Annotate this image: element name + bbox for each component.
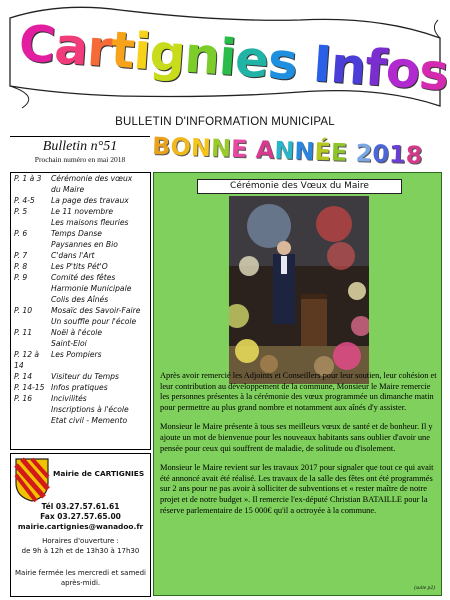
masthead-letter: f bbox=[363, 38, 389, 98]
masthead-letter: g bbox=[147, 23, 187, 84]
toc-page-number: P. 7 bbox=[14, 251, 28, 260]
masthead-letter: a bbox=[52, 16, 90, 77]
toc-topics bbox=[51, 206, 150, 228]
town-hall-name: Mairie de CARTIGNIES bbox=[53, 469, 145, 478]
greeting-letter: N bbox=[210, 134, 232, 163]
toc-topics bbox=[51, 371, 150, 382]
coat-of-arms-icon bbox=[14, 457, 50, 503]
toc-entry bbox=[11, 173, 150, 195]
toc-topics bbox=[51, 173, 150, 195]
newsletter-subtitle: BULLETIN D'INFORMATION MUNICIPAL bbox=[115, 116, 335, 128]
town-hall-phone: Tél 03.27.57.61.61 bbox=[41, 502, 120, 511]
masthead-letter: C bbox=[17, 14, 57, 75]
masthead-letter: I bbox=[311, 34, 333, 94]
toc-page-number: P. 16 bbox=[14, 394, 33, 403]
toc-topic: Le 11 novembre bbox=[51, 207, 114, 216]
masthead-letter: e bbox=[233, 29, 271, 90]
masthead-letter: o bbox=[384, 39, 422, 100]
town-hall-contact bbox=[10, 453, 151, 597]
toc-entry bbox=[11, 371, 150, 382]
greeting-letter: A bbox=[255, 135, 275, 165]
toc-entry bbox=[11, 349, 150, 371]
greeting-letter: 1 bbox=[388, 140, 407, 169]
town-hall-email: mairie.cartignies@wanadoo.fr bbox=[17, 522, 144, 531]
greeting-letter: O bbox=[170, 132, 192, 162]
opening-hours: de 9h à 12h et de 13h30 à 17h30 bbox=[21, 547, 140, 555]
toc-page-number: P. 4-5 bbox=[14, 196, 35, 205]
continued-note: (suite p2) bbox=[414, 585, 435, 591]
toc-topic: C'dans l'Art bbox=[51, 251, 95, 260]
toc-topic: Les maisons fleuries bbox=[51, 218, 129, 227]
toc-topic: Temps Danse bbox=[51, 229, 102, 238]
toc-topic: Les Pompiers bbox=[51, 350, 102, 359]
town-hall-fax: Fax 03.27.57.65.00 bbox=[40, 512, 121, 521]
greeting-letter: 8 bbox=[405, 140, 423, 170]
toc-topic: Inscriptions à l'école bbox=[51, 405, 129, 414]
toc-page-number: P. 9 bbox=[14, 273, 28, 282]
masthead-letter: n bbox=[182, 25, 222, 86]
bulletin-number: Bulletin n°51 bbox=[42, 139, 118, 154]
bulletin-info bbox=[10, 136, 150, 166]
toc-topic: Un souffle pour l'école bbox=[51, 317, 137, 326]
masthead-letter: n bbox=[328, 35, 368, 97]
toc-entry bbox=[11, 272, 150, 305]
article-paragraph: Monsieur le Maire revient sur les travaux 2017 pour signaler que tout ce qui avait été annoncé avait été réalisé. Les travaux de la salle des fêtes ont été programmés sur 2 ans pour ne pas avoir à solliciter de subventions et « rester maître de notre projet et de notre budget ». Il remercie l'ex-député Christian BATAILLE pour la réserve parlementaire de 15 000€ qu'il a octroyée à la commune. bbox=[160, 463, 434, 515]
toc-page-number: P. 5 bbox=[14, 207, 28, 216]
masthead-banner bbox=[0, 0, 450, 125]
toc-entry bbox=[11, 327, 150, 349]
toc-topics bbox=[51, 195, 150, 206]
toc-page-number: P. 10 bbox=[14, 306, 33, 315]
toc-topic: Comité des fêtes bbox=[51, 273, 116, 282]
toc-page-number: P. 8 bbox=[14, 262, 28, 271]
article-paragraph: Après avoir remercié les Adjoints et Conseillers pour leur soutien, leur cohésion et leur contribution au développement de la commune, Monsieur le Maire remercie les personnes présentes à la cérémonie des vœux programmée un dimanche matin pour permettre au plus grand nombre et notamment aux aînés d'y assister. bbox=[160, 371, 437, 412]
masthead-letter: r bbox=[85, 18, 114, 79]
toc-topic: Infos pratiques bbox=[51, 383, 108, 392]
mayor-speech-photo bbox=[229, 196, 369, 384]
toc-topic: du Maire bbox=[51, 185, 85, 194]
toc-page-number: P. 11 bbox=[14, 328, 33, 337]
greeting-letter: N bbox=[190, 133, 212, 163]
greeting-letter: E bbox=[230, 134, 248, 164]
article-body bbox=[160, 371, 440, 525]
toc-topic: Noël à l'école bbox=[51, 328, 103, 337]
toc-topics bbox=[51, 261, 150, 272]
toc-entry bbox=[11, 382, 150, 393]
greeting-letter: N bbox=[293, 136, 316, 166]
toc-topics bbox=[51, 327, 150, 349]
closure-note: Mairie fermée les mercredi et samedi bbox=[14, 569, 146, 577]
toc-entry bbox=[11, 305, 150, 327]
photo-illustration bbox=[229, 196, 369, 384]
greeting-letter: N bbox=[273, 136, 295, 165]
masthead-letter: s bbox=[266, 31, 299, 92]
toc-entry bbox=[11, 250, 150, 261]
toc-topics bbox=[51, 393, 150, 426]
opening-hours-label: Horaires d'ouverture : bbox=[42, 537, 119, 545]
article-box bbox=[153, 172, 442, 596]
toc-page-number: P. 6 bbox=[14, 229, 28, 238]
masthead-letter: i bbox=[217, 28, 238, 88]
toc-page-number: P. 14-15 bbox=[14, 383, 45, 392]
toc-entry bbox=[11, 228, 150, 250]
next-issue-note: Prochain numéro en mai 2018 bbox=[34, 155, 126, 164]
toc-topic: Les P'tits Pét'O bbox=[51, 262, 108, 271]
toc-topic: Visiteur du Temps bbox=[51, 372, 119, 381]
greeting-letter: E bbox=[330, 138, 348, 167]
toc-topic: Paysannes en Bio bbox=[51, 240, 118, 249]
greeting-letter: 0 bbox=[371, 139, 390, 169]
toc-topic: Etat civil - Memento bbox=[51, 416, 128, 425]
closure-note-cont: après-midi. bbox=[60, 579, 101, 587]
greeting-letter: É bbox=[314, 137, 332, 167]
toc-topics bbox=[51, 305, 150, 327]
masthead-letter: t bbox=[108, 20, 136, 80]
greeting-letter: B bbox=[151, 132, 171, 161]
greeting-letter: 2 bbox=[355, 139, 373, 168]
toc-entry bbox=[11, 195, 150, 206]
toc-topic: Cérémonie des vœux bbox=[51, 174, 133, 183]
article-paragraph: Monsieur le Maire présente à tous ses meilleurs vœux de santé et de bonheur. Il y ajoute un mot de bienvenue pour les nouveaux habitants sans oublier d'avoir une pensée pour ceux qui souffrent de maladie, de solitude ou d'isolement. bbox=[160, 422, 433, 453]
toc-topic: Incivilités bbox=[51, 394, 87, 403]
toc-topic: Harmonie Municipale bbox=[51, 284, 132, 293]
toc-topic: La page des travaux bbox=[51, 196, 129, 205]
masthead-letter: i bbox=[131, 22, 152, 82]
toc-page-number: P. 12 à 14 bbox=[14, 350, 40, 370]
toc-topic: Saint-Eloi bbox=[51, 339, 87, 348]
toc-topics bbox=[51, 228, 150, 250]
toc-topics bbox=[51, 250, 150, 261]
toc-topics bbox=[51, 349, 150, 371]
toc-topic: Mosaïc des Savoir-Faire bbox=[51, 306, 141, 315]
toc-page-number: P. 14 bbox=[14, 372, 33, 381]
toc-entry bbox=[11, 393, 150, 426]
article-title: Cérémonie des Vœux du Maire bbox=[197, 179, 402, 194]
toc-topics bbox=[51, 382, 150, 393]
toc-page-number: P. 1 à 3 bbox=[14, 174, 42, 183]
toc-entry bbox=[11, 206, 150, 228]
masthead-letter: s bbox=[417, 42, 450, 102]
table-of-contents bbox=[10, 172, 151, 450]
toc-topic: Colis des Aînés bbox=[51, 295, 109, 304]
toc-topics bbox=[51, 272, 150, 305]
toc-entry bbox=[11, 261, 150, 272]
